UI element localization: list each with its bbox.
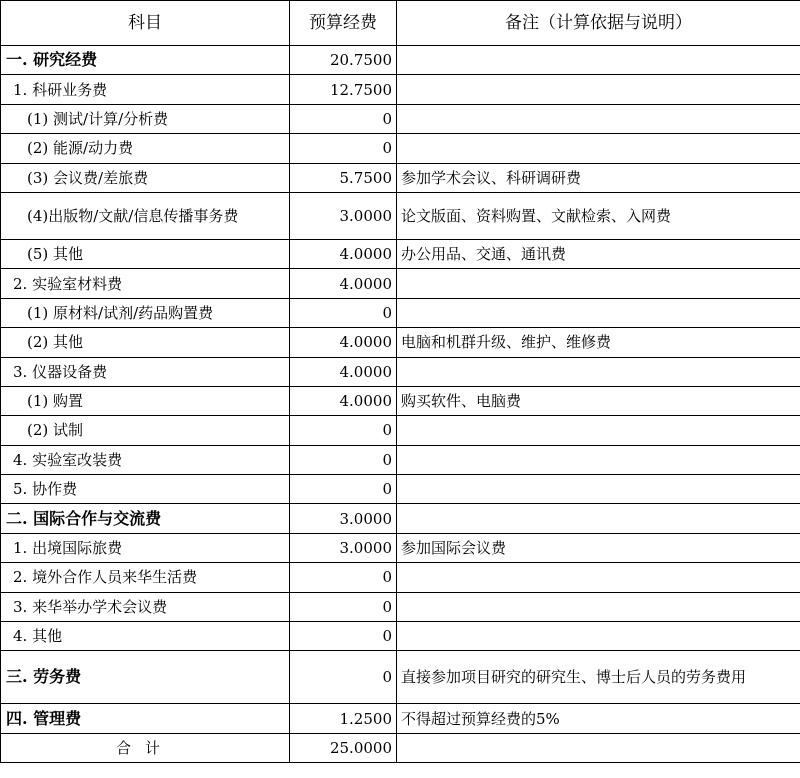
table-row xyxy=(1,75,800,104)
row-note xyxy=(397,592,800,621)
row-item: (2) 其他 xyxy=(1,328,290,357)
row-note: 论文版面、资料购置、文献检索、入网费 xyxy=(397,192,800,239)
table-row xyxy=(1,163,800,192)
row-note: 参加学术会议、科研调研费 xyxy=(397,163,800,192)
row-budget: 0 xyxy=(290,475,397,504)
row-budget: 0 xyxy=(290,104,397,133)
row-note xyxy=(397,416,800,445)
row-note: 参加国际会议费 xyxy=(397,533,800,562)
row-budget: 0 xyxy=(290,134,397,163)
row-budget: 0 xyxy=(290,445,397,474)
table-row xyxy=(1,445,800,474)
table-row xyxy=(1,386,800,415)
total-note xyxy=(397,733,800,762)
row-note xyxy=(397,75,800,104)
row-note: 电脑和机群升级、维护、维修费 xyxy=(397,328,800,357)
row-budget: 0 xyxy=(290,298,397,327)
total-row xyxy=(1,733,800,762)
row-note xyxy=(397,298,800,327)
row-item: 三. 劳务费 xyxy=(1,651,290,704)
row-item: 5. 协作费 xyxy=(1,475,290,504)
table-row xyxy=(1,592,800,621)
row-item: 1. 科研业务费 xyxy=(1,75,290,104)
row-budget: 0 xyxy=(290,592,397,621)
table-row xyxy=(1,504,800,533)
row-note xyxy=(397,357,800,386)
row-budget: 20.7500 xyxy=(290,46,397,75)
row-note xyxy=(397,104,800,133)
table-row xyxy=(1,298,800,327)
row-item: 2. 境外合作人员来华生活费 xyxy=(1,563,290,592)
row-note: 办公用品、交通、通讯费 xyxy=(397,239,800,268)
table-body xyxy=(1,46,800,734)
row-budget: 0 xyxy=(290,563,397,592)
row-item: 4. 其他 xyxy=(1,622,290,651)
row-item: 一. 研究经费 xyxy=(1,46,290,75)
row-item: 二. 国际合作与交流费 xyxy=(1,504,290,533)
row-note xyxy=(397,504,800,533)
row-budget: 5.7500 xyxy=(290,163,397,192)
table-row xyxy=(1,192,800,239)
row-note xyxy=(397,622,800,651)
table-row xyxy=(1,475,800,504)
row-item: 2. 实验室材料费 xyxy=(1,269,290,298)
row-item: (4)出版物/文献/信息传播事务费 xyxy=(1,192,290,239)
row-note: 购买软件、电脑费 xyxy=(397,386,800,415)
row-budget: 0 xyxy=(290,622,397,651)
header-item: 科目 xyxy=(1,1,290,46)
row-note xyxy=(397,46,800,75)
table-row xyxy=(1,563,800,592)
row-item: (5) 其他 xyxy=(1,239,290,268)
row-note: 直接参加项目研究的研究生、博士后人员的劳务费用 xyxy=(397,651,800,704)
row-item: (1) 原材料/试剂/药品购置费 xyxy=(1,298,290,327)
table-row xyxy=(1,533,800,562)
table-row xyxy=(1,134,800,163)
row-note xyxy=(397,269,800,298)
row-budget: 3.0000 xyxy=(290,192,397,239)
table-row xyxy=(1,239,800,268)
table-row xyxy=(1,46,800,75)
row-item: 1. 出境国际旅费 xyxy=(1,533,290,562)
row-item: (1) 测试/计算/分析费 xyxy=(1,104,290,133)
row-budget: 3.0000 xyxy=(290,533,397,562)
row-budget: 12.7500 xyxy=(290,75,397,104)
table-row xyxy=(1,651,800,704)
row-note xyxy=(397,445,800,474)
row-budget: 0 xyxy=(290,651,397,704)
row-item: (1) 购置 xyxy=(1,386,290,415)
row-item: 3. 来华举办学术会议费 xyxy=(1,592,290,621)
row-item: (3) 会议费/差旅费 xyxy=(1,163,290,192)
total-label: 合计 xyxy=(1,733,290,762)
table-row xyxy=(1,622,800,651)
row-budget: 0 xyxy=(290,416,397,445)
row-budget: 4.0000 xyxy=(290,239,397,268)
row-item: 四. 管理费 xyxy=(1,704,290,733)
row-budget: 1.2500 xyxy=(290,704,397,733)
row-budget: 4.0000 xyxy=(290,269,397,298)
row-budget: 4.0000 xyxy=(290,328,397,357)
row-note xyxy=(397,475,800,504)
row-note xyxy=(397,563,800,592)
row-note xyxy=(397,134,800,163)
table-row xyxy=(1,269,800,298)
header-row xyxy=(1,1,800,46)
row-budget: 3.0000 xyxy=(290,504,397,533)
row-item: 4. 实验室改装费 xyxy=(1,445,290,474)
table-row xyxy=(1,357,800,386)
row-item: (2) 能源/动力费 xyxy=(1,134,290,163)
table-row xyxy=(1,416,800,445)
row-budget: 4.0000 xyxy=(290,386,397,415)
total-budget: 25.0000 xyxy=(290,733,397,762)
table-row xyxy=(1,328,800,357)
header-budget: 预算经费 xyxy=(290,1,397,46)
table-row xyxy=(1,704,800,733)
row-item: 3. 仪器设备费 xyxy=(1,357,290,386)
row-item: (2) 试制 xyxy=(1,416,290,445)
row-budget: 4.0000 xyxy=(290,357,397,386)
row-note: 不得超过预算经费的5% xyxy=(397,704,800,733)
table-row xyxy=(1,104,800,133)
header-note: 备注（计算依据与说明） xyxy=(397,1,800,46)
